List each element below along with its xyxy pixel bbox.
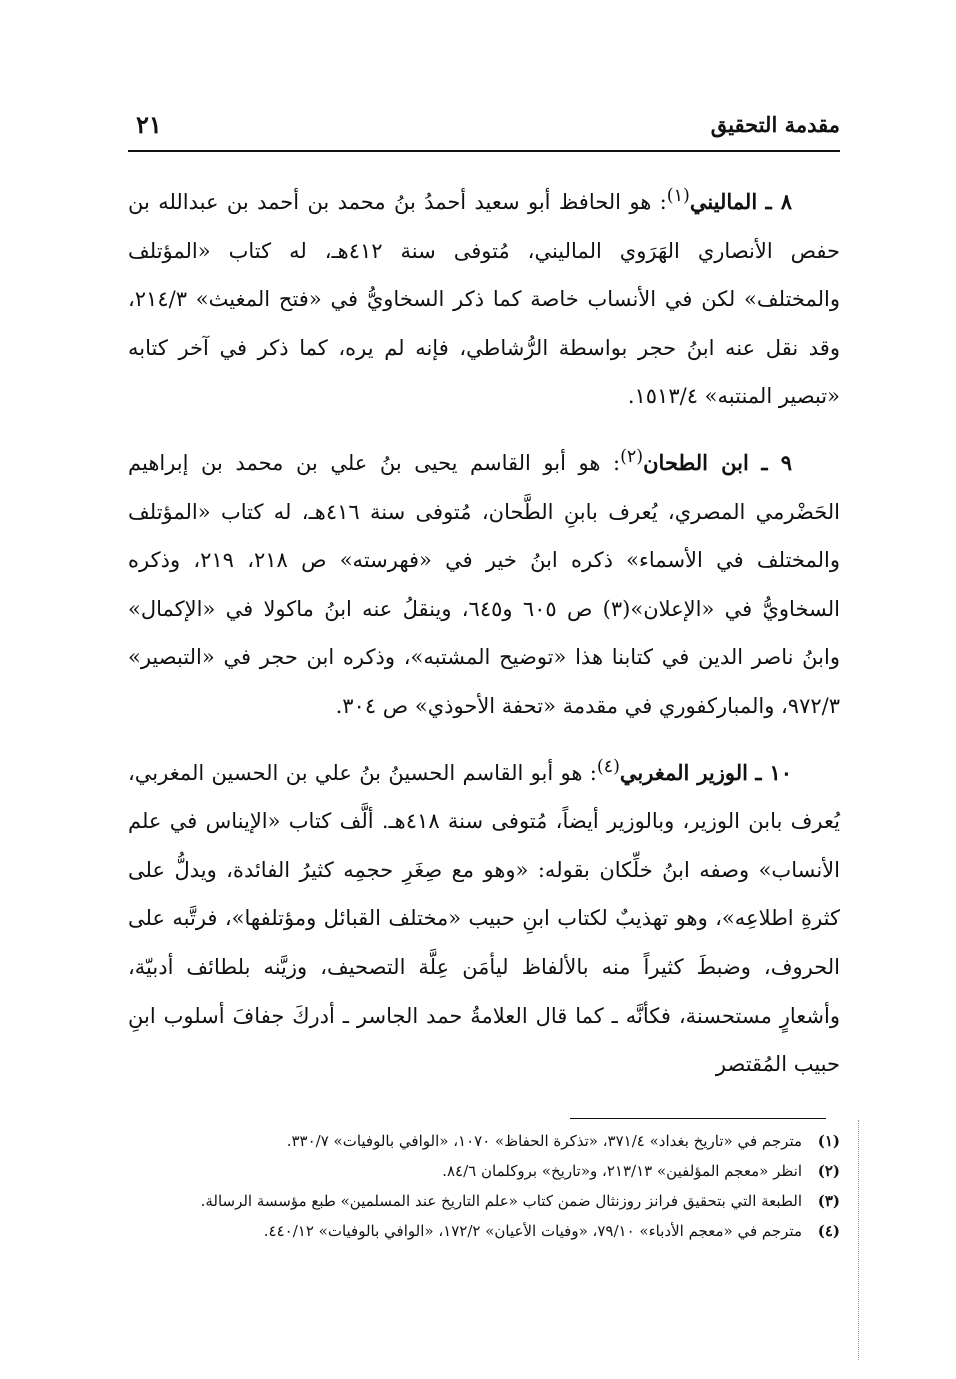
entry-text: : هو أبو القاسم يحيى بنُ علي بن محمد بن إبراهيم الحَضْرمي المصري، يُعرف بابنِ الطَّحان، مُتوفى سنة ٤١٦هـ، له كتاب «المؤتلف والمختلف في الأسماء» ذكره ابنُ خير في «فهرسته» ص ٢١٨، ٢١٩، وذكره السخاويُّ في «الإعلان»(٣) ص ٦٠٥ و٦٤٥، وينقلُ عنه ابنُ ماكولا في «الإكمال» وابنُ ناصر الدين في كتابنا هذا «توضيح المشتبه»، وذكره ابن حجر في «التبصير» ٩٧٢/٣، والمباركفوري في مقدمة «تحفة الأحوذي» ص ٣٠٤. <box>128 450 840 718</box>
footnote-number: (٢) <box>817 1162 840 1180</box>
entry-10 <box>128 743 840 1089</box>
entry-name: الماليني <box>689 189 758 214</box>
entry-text: : هو الحافظ أبو سعيد أحمدُ بنُ محمد بن أحمد بن عبدالله بن حفص الأنصاري الهَرَوي الماليني، مُتوفى سنة ٤١٢هـ، له كتاب «المؤتلف والمختلف» لكن في الأنساب خاصة كما ذكر السخاويُّ في «فتح المغيث» ٢١٤/٣، وقد نقل عنه ابنُ حجر بواسطة الرُّشاطي، فإنه لم يره، كما ذكر في آخر كتابه «تبصير المنتبه» ١٥١٣/٤. <box>128 190 840 409</box>
entry-number: ٨ ـ <box>765 189 792 214</box>
entry-9 <box>128 433 840 731</box>
footnote-marker: (٢) <box>620 446 644 467</box>
footnote-rule <box>570 1118 826 1119</box>
footnote-text: مترجم في «تاريخ بغداد» ٣٧١/٤، «تذكرة الحفاظ» ١٠٧٠، «الوافي بالوفيات» ٣٣٠/٧. <box>286 1132 802 1150</box>
footnote-number: (٣) <box>817 1192 840 1210</box>
footnote-number: (١) <box>817 1132 840 1150</box>
footnote-text: مترجم في «معجم الأدباء» ٧٩/١٠، «وفيات الأعيان» ١٧٢/٢، «الوافي بالوفيات» ٤٤٠/١٢. <box>263 1222 802 1240</box>
entry-name: الوزير المغربي <box>619 759 748 785</box>
footnote-2 <box>128 1156 840 1186</box>
footnote-text: الطبعة التي بتحقيق فرانز روزنثال ضمن كتاب «علم التاريخ عند المسلمين» طبع مؤسسة الرسالة. <box>200 1192 802 1210</box>
page-header <box>128 110 840 150</box>
header-rule <box>128 150 840 152</box>
entry-name: ابن الطحان <box>643 449 749 475</box>
page-number: ٢١ <box>136 110 162 139</box>
footnote-number: (٤) <box>817 1222 840 1240</box>
scan-edge-marks <box>858 1120 865 1360</box>
footnote-marker: (٤) <box>596 756 620 777</box>
running-title: مقدمة التحقيق <box>710 112 840 137</box>
footnote-3 <box>128 1186 840 1216</box>
footnotes <box>128 1126 840 1246</box>
footnote-1 <box>128 1126 840 1156</box>
footnote-text: انظر «معجم المؤلفين» ٢١٣/١٣، و«تاريخ» بروكلمان ٨٤/٦. <box>442 1162 802 1180</box>
entry-8 <box>128 172 840 421</box>
entry-text: : هو أبو القاسم الحسينُ بنُ علي بن الحسين المغربي، يُعرف بابن الوزير، وبالوزير أيضاً، مُتوفى سنة ٤١٨هـ. ألَّف كتاب «الإيناس في علم الأنساب» وصفه ابنُ خلِّكان بقوله: «وهو مع صِغَرِ حجمِه كثيرُ الفائدة، ويدلُّ على كثرةِ اطلاعِه»، وهو تهذيبٌ لكتاب ابنِ حبيب «مختلف القبائل ومؤتلفها»، فرتَّبه على الحروف، وضبطَ كثيراً منه بالألفاظ ليأمَن عِلَّة التصحيف، وزيَّنه بلطائف أدبيّة، وأشعارٍ مستحسنة، فكأنَّه ـ كما قال العلامةُ حمد الجاسر ـ أدركَ جفافَ أسلوب ابنِ حبيب المُقتصر <box>128 760 840 1077</box>
entry-number: ٩ ـ <box>761 449 793 475</box>
entry-number: ١٠ ـ <box>755 759 792 785</box>
footnote-marker: (١) <box>666 186 690 206</box>
main-text <box>128 172 840 1089</box>
footnote-4 <box>128 1216 840 1246</box>
